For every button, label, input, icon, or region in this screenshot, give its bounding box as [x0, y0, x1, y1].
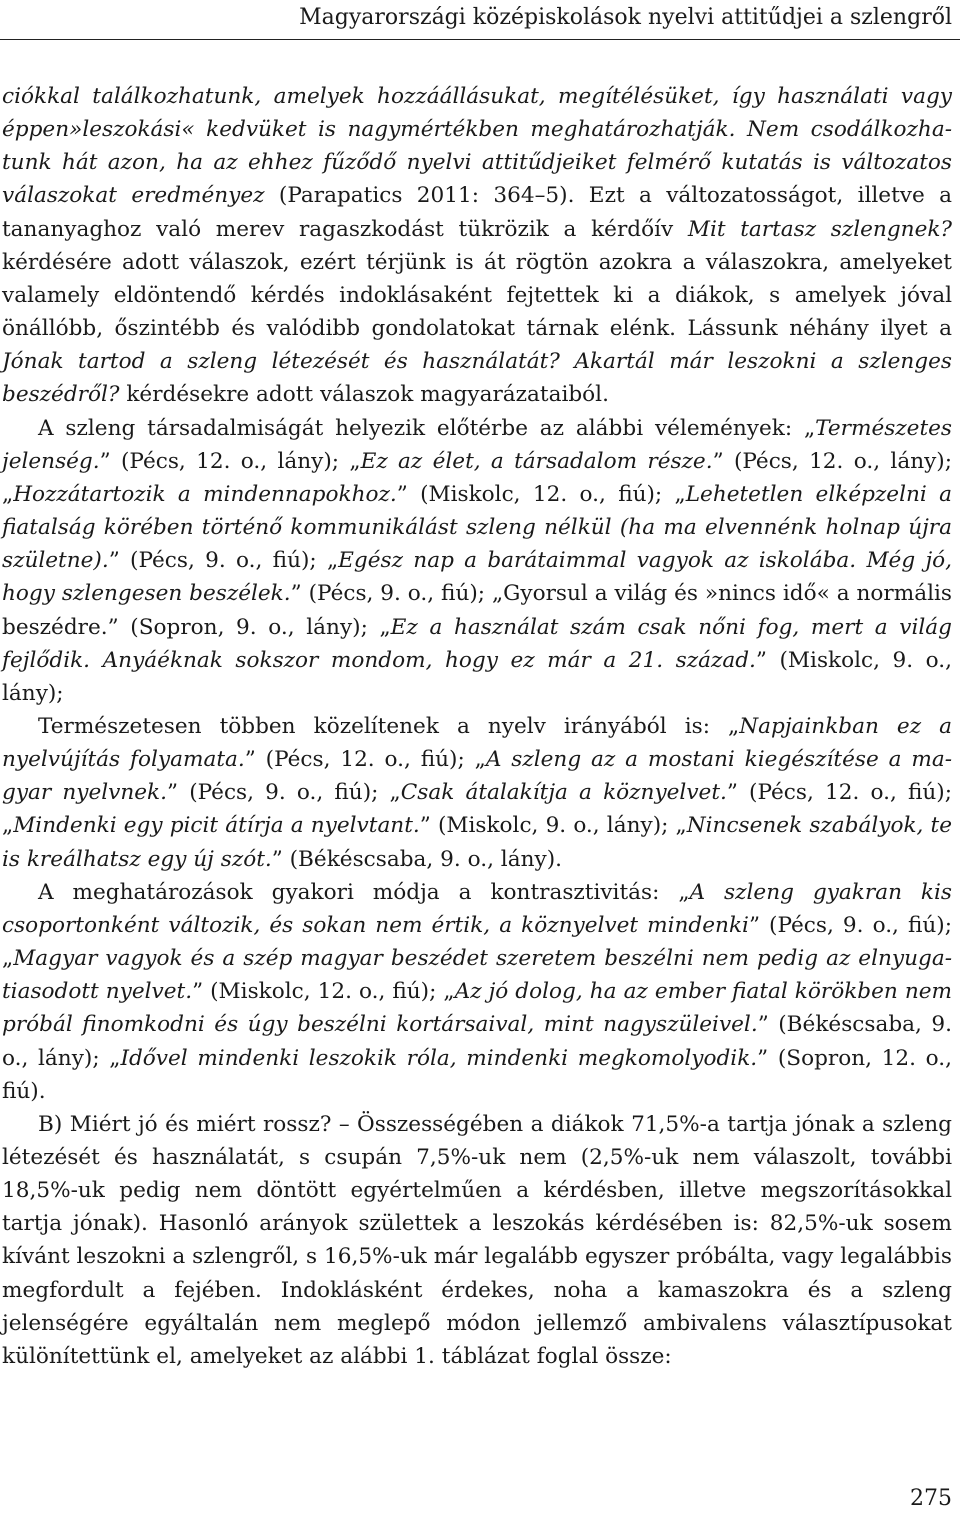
paragraph-2 — [2, 412, 952, 710]
italic-run: A szleng az a mostani kiegészítése a magyar nyelvnek. — [2, 747, 952, 806]
text-run: ” (Sopron, 12. o., fiú). — [2, 1045, 952, 1104]
text-run: (Parapatics 2011: 364–5). Ezt a változatosságot, illetve a tananyaghoz való merev ragaszkodást tükrözik a kérdőív — [2, 183, 952, 242]
italic-run: Egész nap a barátaimmal vagyok az iskolába. Még jó, hogy szlengesen beszélek. — [2, 548, 953, 607]
text-run: ” (Pécs, 9. o., fiú); „ — [167, 780, 401, 806]
text-run: ” (Miskolc, 12. o., fiú); „ — [396, 481, 686, 507]
running-header: Magyarországi középiskolások nyelvi attitűdjei a szlengről — [299, 5, 952, 30]
italic-run: Természetes jelenség. — [2, 415, 952, 474]
text-run: ” (Pécs, 12. o., lány); „ — [99, 448, 361, 474]
text-run: kérdésekre adott válaszok magyarázataiból. — [119, 382, 609, 408]
italic-run: Csak átalakítja a köznyelvet. — [400, 780, 727, 806]
page-number: 275 — [910, 1486, 952, 1511]
italic-run: A szleng gyakran kis csoportonként változik, és sokan nem értik, a köznyelvet mindenki — [2, 879, 952, 938]
text-run: ” (Pécs, 9. o., fiú); „ — [108, 548, 339, 574]
text-run: ” (Pécs, 12. o., fiú); „ — [2, 780, 953, 839]
paragraph-1 — [2, 80, 952, 412]
paragraph-4 — [2, 876, 952, 1108]
body-text — [2, 80, 952, 1373]
text-run: ” (Pécs, 9. o., fiú); „ — [2, 912, 952, 972]
italic-run: Lehetetlen elképzelni a fiatalság körében történő kommunikálást szleng nélkül (ha ma elvennénk holnap újra születne). — [2, 481, 952, 574]
italic-run: Mit tartasz szlengnek? — [687, 216, 953, 242]
italic-run: Nincsenek szabályok, te is kreálhatsz egy új szót. — [2, 813, 952, 872]
text-run: B) Miért jó és miért rossz? – Összességében a diákok 71,5%-a tartja jónak a szleng létezését és használatát, s csupán 7,5%-uk nem (2,5%-uk nem válaszolt, további 18,5%-uk pedig nem döntött egyértelműen a kérdésben, illetve megszorításokkal tartja jónak). Hasonló arányok születtek a leszokás kérdésében is: 82,5%-uk sosem kívánt leszokni a szlengről, s 16,5%-uk már legalább egyszer próbálta, vagy legalábbis megfordult a fejében. Indoklásként érdekes, noha a kamaszokra és a szleng jelenségére egyáltalán nem meglepő módon jellemző ambivalens választípusokat különítettünk el, amelyeket az alábbi 1. táblázat foglal össze: — [2, 1111, 952, 1369]
text-run: ” (Miskolc, 9. o., lány); „ — [419, 813, 687, 839]
italic-run: ciókkal találkozhatunk, amelyek hozzáállásukat, megítélésüket, így használati vagy éppen»leszokási« kedvüket is nagymértékben meghatározhatják. Nem csodálkozhatunk hát azon, ha az ehhez fűződő nyelvi attitűdjeiket felmérő kutatás is változatos válaszokat eredményez — [2, 84, 952, 209]
italic-run: Hozzátartozik a mindennapokhoz. — [13, 481, 397, 507]
italic-run: Az jó dolog, ha az ember fiatal körökben nem próbál finomkodni és úgy beszélni kortársaival, mint nagyszüleivel. — [2, 979, 952, 1038]
text-run: ” (Pécs, 12. o., lány); „ — [2, 448, 952, 507]
text-run: ” (Békéscsaba, 9. o., lány). — [271, 846, 562, 872]
italic-run: Jónak tartod a szleng létezését és használatát? Akartál már leszokni a szlenges beszédről? — [2, 349, 952, 408]
text-run: A szleng társadalmiságát helyezik előtérbe az alábbi vélemények: „ — [38, 415, 816, 441]
text-run: ” (Miskolc, 9. o., lány); — [2, 647, 952, 706]
italic-run: Ez az élet, a társadalom része. — [360, 448, 713, 474]
text-run: ” (Pécs, 12. o., fiú); „ — [244, 747, 486, 773]
text-run: ” (Pécs, 9. o., fiú); „Gyorsul a világ és »nincs idő« a normális beszédre.” (Sopron, 9. o., lány); „ — [2, 581, 952, 640]
italic-run: Ez a használat szám csak nőni fog, mert a világ fejlődik. Anyáéknak sokszor mondom, hogy ez már a 21. század. — [2, 614, 952, 673]
paragraph-5 — [2, 1108, 952, 1373]
text-run: ” (Békéscsaba, 9. o., lány); „ — [2, 1012, 953, 1071]
text-run: kérdésére adott válaszok, ezért térjünk is át rögtön azokra a válaszokra, amelyeket valamely eldöntendő kérdés indoklásaként fejtettek ki a diákok, s amelyek jóval önállóbb, őszintébb és valódibb gondolatokat tárnak elénk. Lássunk néhány ilyet a — [2, 249, 952, 342]
paragraph-3 — [2, 710, 952, 876]
italic-run: Idővel mindenki leszokik róla, mindenki megkomolyodik. — [120, 1045, 758, 1071]
italic-run: Magyar vagyok és a szép magyar beszédet szeretem beszélni nem pedig az elnyugatiasodott nyelvet. — [2, 946, 952, 1005]
text-run: Természetesen többen közelítenek a nyelv irányából is: „ — [38, 713, 740, 739]
header-divider — [0, 39, 960, 40]
italic-run: Mindenki egy picit átírja a nyelvtant. — [13, 813, 420, 839]
text-run: A meghatározások gyakori módja a kontrasztivitás: „ — [38, 879, 690, 905]
italic-run: Napjainkban ez a nyelvújítás folyamata. — [2, 713, 953, 773]
text-run: ” (Miskolc, 12. o., fiú); „ — [192, 979, 455, 1005]
